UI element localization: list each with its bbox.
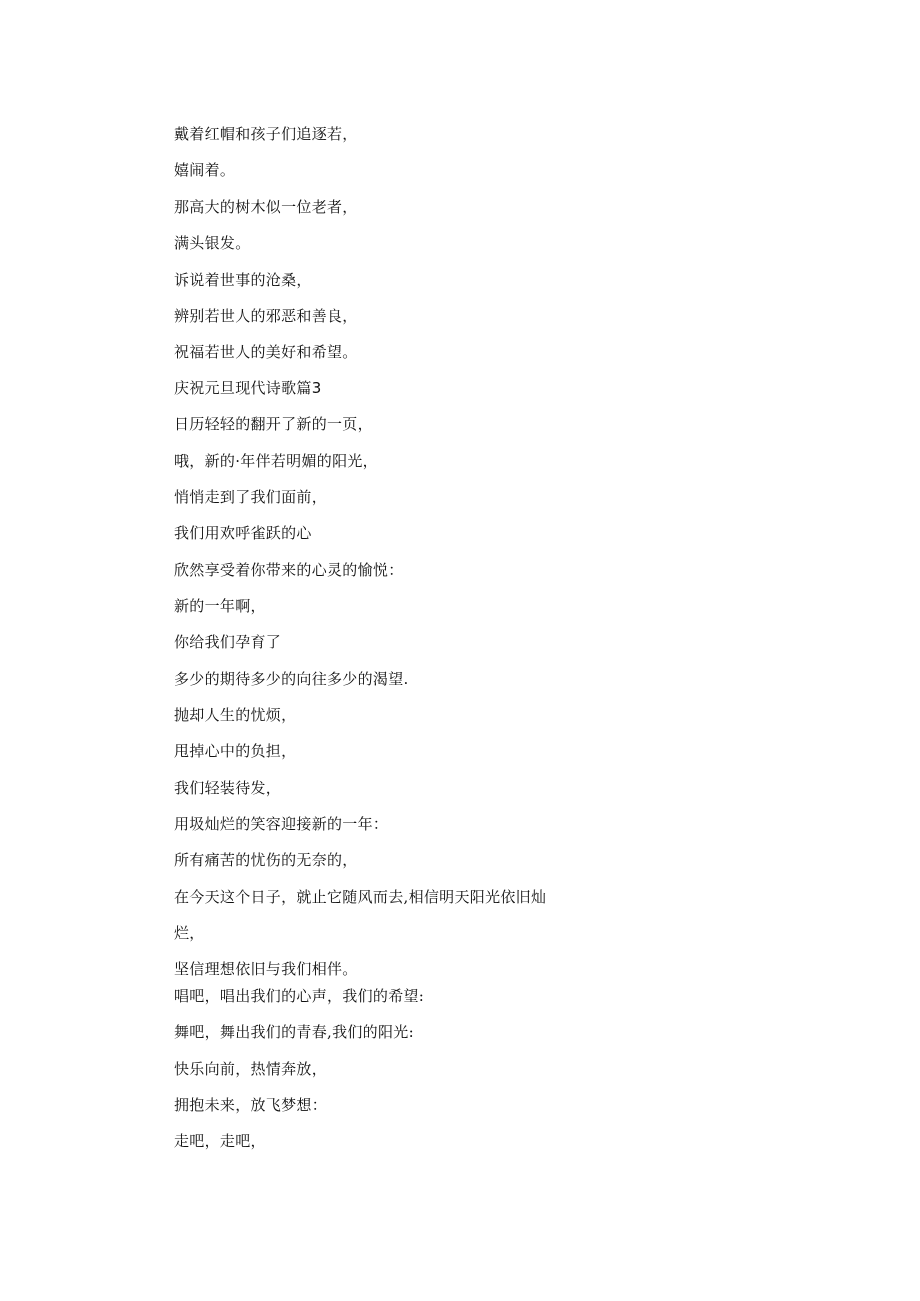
poem-line: 满头银发。: [174, 234, 251, 252]
poem-line: 嬉闹着。: [174, 161, 236, 179]
poem-line: 抛却人生的忧烦，: [174, 706, 297, 724]
poem-line: 哦，新的·年伴若明媚的阳光，: [174, 452, 378, 470]
poem-line: 所有痛苦的忧伤的无奈的，: [174, 851, 358, 869]
poem-line: 舞吧，舞出我们的青春,我们的阳光:: [174, 1023, 414, 1041]
poem-line: 坚信理想依旧与我们相伴。: [174, 960, 358, 978]
poem-line: 走吧，走吧，: [174, 1132, 266, 1150]
poem-line: 辨别若世人的邪恶和善良，: [174, 307, 358, 325]
section-heading: 庆祝元旦现代诗歌篇3: [174, 379, 322, 397]
poem-line: 多少的期待多少的向往多少的渴望.: [174, 670, 409, 688]
poem-line: 快乐向前，热情奔放，: [174, 1060, 328, 1078]
poem-line: 戴着红帽和孩子们追逐若，: [174, 125, 358, 143]
poem-line: 烂，: [174, 924, 205, 942]
poem-line: 欣然享受着你带来的心灵的愉悦：: [174, 561, 404, 579]
poem-line: 你给我们孕育了: [174, 633, 282, 651]
poem-line: 用圾灿烂的笑容迎接新的一年：: [174, 815, 389, 833]
poem-line: 祝福若世人的美好和希望。: [174, 343, 358, 361]
poem-line: 新的一年啊，: [174, 597, 266, 615]
poem-line: 拥抱未来，放飞梦想：: [174, 1096, 328, 1114]
poem-line: 诉说着世事的沧桑，: [174, 271, 312, 289]
poem-line: 悄悄走到了我们面前，: [174, 488, 328, 506]
poem-line: 唱吧，唱出我们的心声，我们的希望:: [174, 987, 425, 1005]
poem-line: 我们轻装待发，: [174, 779, 282, 797]
poem-line: 日历轻轻的翻开了新的一页，: [174, 415, 373, 433]
poem-line: 在今天这个日子，就止它随风而去,相信明天阳光依旧灿: [174, 888, 547, 906]
poem-line: 我们用欢呼雀跃的心: [174, 524, 312, 542]
poem-line: 那高大的树木似一位老者，: [174, 198, 358, 216]
poem-line: 甩掉心中的负担，: [174, 742, 297, 760]
